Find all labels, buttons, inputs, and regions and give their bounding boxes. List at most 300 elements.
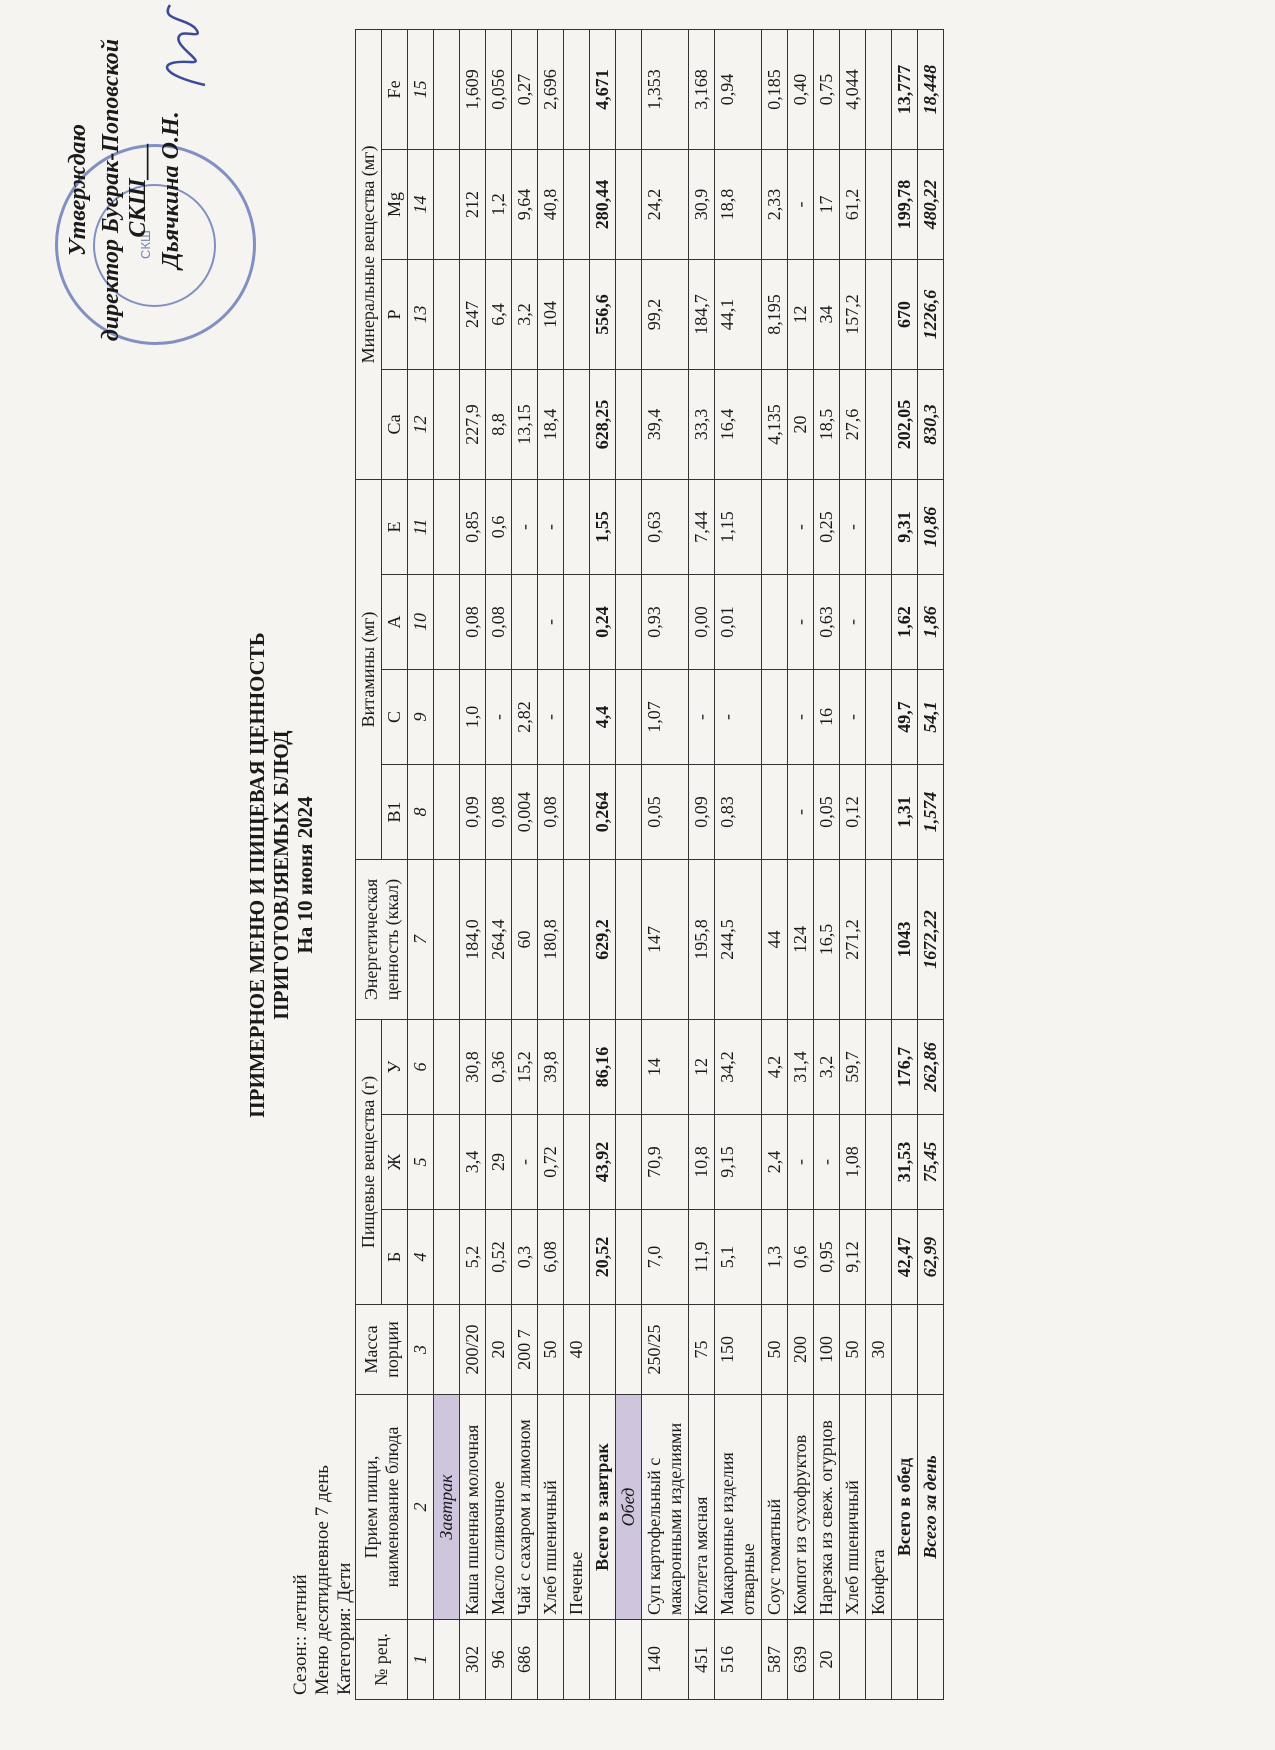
table-cell: - [715,669,762,764]
header-sub: Mg [382,149,408,259]
table-cell: - [788,1115,814,1210]
table-cell: 124 [788,859,814,1019]
table-cell: 4,4 [590,669,616,764]
table-cell: 16 [814,669,840,764]
title-date: На 10 июня 2024 [293,796,317,954]
table-cell [616,859,642,1019]
table-cell: 244,5 [715,859,762,1019]
table-cell: 4,135 [762,369,788,479]
table-cell: 1,07 [642,669,689,764]
table-cell: 1,08 [840,1115,866,1210]
table-cell: 4,2 [762,1019,788,1114]
table-cell: 20 [788,369,814,479]
table-cell [866,1019,892,1114]
table-cell [616,369,642,479]
table-cell: 42,47 [892,1210,918,1305]
table-cell: 34 [814,259,840,369]
table-cell: 61,2 [840,149,866,259]
table-cell: 33,3 [689,369,715,479]
table-cell [434,1115,460,1210]
table-cell: 0,93 [642,574,689,669]
table-row [486,29,512,1699]
header-sub: Ca [382,369,408,479]
table-cell: 199,78 [892,149,918,259]
table-cell: 11 [408,479,434,574]
table-cell: 670 [892,259,918,369]
table-cell: 1672,22 [918,859,944,1019]
table-cell: 147 [642,859,689,1019]
section-name: Обед [616,1395,642,1620]
approval-name: Дьячкина О.Н. [158,111,184,269]
table-cell [616,669,642,764]
table-cell: 59,7 [840,1019,866,1114]
table-cell: 49,7 [892,669,918,764]
table-cell: 271,2 [840,859,866,1019]
table-cell [564,669,590,764]
table-cell: 0,08 [538,764,564,859]
table-cell [616,1019,642,1114]
table-cell: - [840,479,866,574]
table-cell: 150 [715,1305,762,1395]
category-label: Категория: Дети [334,1562,355,1695]
table-cell: 15 [408,29,434,149]
table-cell: 86,16 [590,1019,616,1114]
table-cell: 250/25 [642,1305,689,1395]
table-cell: 10,86 [918,479,944,574]
table-cell: 9,15 [715,1115,762,1210]
table-cell [434,859,460,1019]
dish-name-cell: Печенье [564,1395,590,1620]
table-cell [866,764,892,859]
table-cell: - [512,1115,538,1210]
table-cell: 1,0 [460,669,486,764]
table-cell [434,479,460,574]
table-cell: 9 [408,669,434,764]
section-total-row [590,29,616,1699]
table-cell: 11,9 [689,1210,715,1305]
dish-name-cell: Чай с сахаром и лимоном [512,1395,538,1620]
header-sub: A [382,574,408,669]
table-cell: 3,2 [512,259,538,369]
dish-name-cell: Соус томатный [762,1395,788,1620]
table-cell: 5,1 [715,1210,762,1305]
table-cell: 0,08 [460,574,486,669]
table-cell: 0,72 [538,1115,564,1210]
table-row [689,29,715,1699]
column-number-row [408,29,434,1699]
table-cell [918,1305,944,1395]
table-cell: 0,01 [715,574,762,669]
dish-name-cell: Хлеб пшеничный [538,1395,564,1620]
table-cell: 20 [814,1620,840,1700]
table-cell: 10 [408,574,434,669]
table-cell: 0,85 [460,479,486,574]
table-cell [918,1620,944,1700]
table-cell: 516 [715,1620,762,1700]
table-cell: 13,15 [512,369,538,479]
table-cell [866,259,892,369]
table-cell: 0,05 [814,764,840,859]
menu-label: Меню десятидневное 7 день [312,1465,333,1695]
table-cell: 202,05 [892,369,918,479]
table-cell: 6,08 [538,1210,564,1305]
dish-name-cell: Каша пшенная молочная [460,1395,486,1620]
table-cell [866,479,892,574]
table-cell: 3 [408,1305,434,1395]
table-cell: 24,2 [642,149,689,259]
table-cell: 0,95 [814,1210,840,1305]
table-cell [434,259,460,369]
dish-name-cell: Масло сливочное [486,1395,512,1620]
table-cell: 451 [689,1620,715,1700]
table-cell [616,1210,642,1305]
table-cell: 31,53 [892,1115,918,1210]
section-total-row [892,29,918,1699]
table-cell: 628,25 [590,369,616,479]
table-cell: 18,8 [715,149,762,259]
table-cell: 2,82 [512,669,538,764]
table-cell: 3,168 [689,29,715,149]
table-cell: 75,45 [918,1115,944,1210]
table-cell [616,259,642,369]
table-cell [564,1019,590,1114]
header-sub: Fe [382,29,408,149]
header-energy: Энергетическая ценность (ккал) [356,859,408,1019]
table-cell: 62,99 [918,1210,944,1305]
table-cell [434,764,460,859]
table-cell: 54,1 [918,669,944,764]
table-cell: 4 [408,1210,434,1305]
table-cell: 18,448 [918,29,944,149]
table-cell [512,574,538,669]
table-cell: 31,4 [788,1019,814,1114]
table-cell: 96 [486,1620,512,1700]
menu-meta [290,1465,356,1695]
table-cell: 1,15 [715,479,762,574]
table-cell: 0,83 [715,764,762,859]
table-cell: 184,0 [460,859,486,1019]
table-cell: 176,7 [892,1019,918,1114]
dish-name-cell: Котлета мясная [689,1395,715,1620]
table-cell: 302 [460,1620,486,1700]
table-cell: 830,3 [918,369,944,479]
table-cell: 0,6 [486,479,512,574]
table-row [715,29,762,1699]
section-header-row [434,29,460,1699]
table-cell: 195,8 [689,859,715,1019]
table-cell [866,669,892,764]
table-cell: 60 [512,859,538,1019]
header-sub: P [382,259,408,369]
dish-name-cell: Конфета [866,1395,892,1620]
header-row-1 [356,29,382,1699]
header-sub: C [382,669,408,764]
table-cell: - [840,669,866,764]
table-cell: - [486,669,512,764]
table-cell: 480,22 [918,149,944,259]
table-cell: 1226,6 [918,259,944,369]
table-cell: 0,09 [689,764,715,859]
table-cell [564,1210,590,1305]
table-cell: 39,4 [642,369,689,479]
table-cell: 50 [762,1305,788,1395]
table-cell: 629,2 [590,859,616,1019]
table-cell [762,479,788,574]
table-row [762,29,788,1699]
table-cell: 34,2 [715,1019,762,1114]
handwritten-signature [150,0,220,90]
table-cell [616,149,642,259]
table-row [642,29,689,1699]
table-cell [866,859,892,1019]
header-mass: Масса порции [356,1305,408,1395]
table-cell: 70,9 [642,1115,689,1210]
table-cell: 0,264 [590,764,616,859]
table-cell [616,574,642,669]
table-cell: 43,92 [590,1115,616,1210]
table-cell: 0,004 [512,764,538,859]
table-cell: 30,9 [689,149,715,259]
table-cell [564,369,590,479]
table-cell: 5,2 [460,1210,486,1305]
table-cell: 639 [788,1620,814,1700]
table-cell: 2,33 [762,149,788,259]
table-cell: 587 [762,1620,788,1700]
table-cell: 16,5 [814,859,840,1019]
table-row [460,29,486,1699]
table-cell: 200 7 [512,1305,538,1395]
table-cell: 2,696 [538,29,564,149]
table-cell: 17 [814,149,840,259]
table-cell: 8,195 [762,259,788,369]
table-cell: 18,5 [814,369,840,479]
table-cell: 40 [564,1305,590,1395]
table-cell [564,259,590,369]
table-cell [564,29,590,149]
table-cell: 200 [788,1305,814,1395]
table-cell: 0,08 [486,574,512,669]
table-cell: - [538,479,564,574]
table-cell: 2,4 [762,1115,788,1210]
table-cell: 20,52 [590,1210,616,1305]
table-row [512,29,538,1699]
table-cell: 30 [866,1305,892,1395]
table-cell: 0,08 [486,764,512,859]
table-cell: 6,4 [486,259,512,369]
table-cell: 556,6 [590,259,616,369]
table-cell [616,29,642,149]
table-cell: 0,63 [814,574,840,669]
table-cell [434,574,460,669]
table-cell: 157,2 [840,259,866,369]
table-cell [866,574,892,669]
table-cell: - [814,1115,840,1210]
dish-name-cell: Хлеб пшеничный [840,1395,866,1620]
table-cell: - [689,669,715,764]
table-cell: 0,36 [486,1019,512,1114]
table-cell [762,574,788,669]
day-total-row [918,29,944,1699]
table-cell [564,859,590,1019]
approval-director: директор Буерак-Поповской СКШ___ [98,38,151,342]
table-cell [616,1305,642,1395]
header-rec: № рец. [356,1620,408,1700]
table-cell: 4,044 [840,29,866,149]
table-cell: 13,777 [892,29,918,149]
table-cell [564,479,590,574]
table-cell: 104 [538,259,564,369]
dish-name-cell: 2 [408,1395,434,1620]
table-cell [762,669,788,764]
table-cell: 280,44 [590,149,616,259]
stamp-text: СКШ [138,230,153,259]
table-cell [434,369,460,479]
table-cell: 3,2 [814,1019,840,1114]
table-row [840,29,866,1699]
table-cell: 262,86 [918,1019,944,1114]
table-cell [866,29,892,149]
table-cell: 1,609 [460,29,486,149]
table-cell: 0,24 [590,574,616,669]
header-sub: У [382,1019,408,1114]
table-cell [590,1305,616,1395]
table-cell: 180,8 [538,859,564,1019]
table-cell: - [840,574,866,669]
table-cell: 0,63 [642,479,689,574]
table-cell [538,1620,564,1700]
table-cell: 0,00 [689,574,715,669]
table-cell: 50 [840,1305,866,1395]
table-cell: 8,8 [486,369,512,479]
dish-name-cell: Всего за день [918,1395,944,1620]
table-cell [866,1620,892,1700]
table-row [866,29,892,1699]
table-cell [866,1210,892,1305]
table-cell: 184,7 [689,259,715,369]
table-cell [434,1620,460,1700]
table-cell: 8 [408,764,434,859]
table-cell: - [538,574,564,669]
table-cell [564,149,590,259]
table-cell [762,764,788,859]
table-cell: - [788,574,814,669]
table-cell: 16,4 [715,369,762,479]
table-cell: 1 [408,1620,434,1700]
table-cell [616,1115,642,1210]
table-cell: - [788,149,814,259]
table-cell [434,29,460,149]
table-cell [564,574,590,669]
table-cell [866,149,892,259]
table-cell: 686 [512,1620,538,1700]
header-nutrients: Пищевые вещества (г) [356,1019,382,1304]
table-cell: 1,2 [486,149,512,259]
table-cell: 7 [408,859,434,1019]
table-cell: 9,64 [512,149,538,259]
header-meal: Прием пищи, наименование блюда [356,1395,408,1620]
table-cell: - [788,764,814,859]
table-cell [564,764,590,859]
table-cell: 4,671 [590,29,616,149]
table-cell: 0,40 [788,29,814,149]
table-cell: 10,8 [689,1115,715,1210]
table-cell: 200/20 [460,1305,486,1395]
table-cell [616,479,642,574]
table-cell: 1,353 [642,29,689,149]
table-cell [840,1620,866,1700]
table-cell: 3,4 [460,1115,486,1210]
table-cell: 0,185 [762,29,788,149]
table-cell: - [788,669,814,764]
table-cell: 0,94 [715,29,762,149]
table-cell: 0,6 [788,1210,814,1305]
table-cell [866,369,892,479]
approval-word: Утверждаю [65,123,91,257]
table-cell: 12 [788,259,814,369]
header-sub: Б [382,1210,408,1305]
header-minerals: Минеральные вещества (мг) [356,29,382,479]
header-sub: E [382,479,408,574]
table-cell [866,1115,892,1210]
table-cell: 30,8 [460,1019,486,1114]
header-vitamins: Витамины (мг) [356,479,382,859]
table-cell [564,1620,590,1700]
table-cell: 0,3 [512,1210,538,1305]
table-cell: 247 [460,259,486,369]
table-cell: 1,55 [590,479,616,574]
table-cell: 7,44 [689,479,715,574]
table-cell [434,1305,460,1395]
table-cell: 0,12 [840,764,866,859]
table-cell [892,1620,918,1700]
table-cell: 40,8 [538,149,564,259]
table-cell: 39,8 [538,1019,564,1114]
table-cell [434,1019,460,1114]
table-cell [616,764,642,859]
dish-name-cell: Макаронные изделия отварные [715,1395,762,1620]
table-cell: 27,6 [840,369,866,479]
table-cell: 0,09 [460,764,486,859]
table-cell: 1,86 [918,574,944,669]
table-cell: 13 [408,259,434,369]
table-cell [564,1115,590,1210]
table-cell: 212 [460,149,486,259]
table-cell: 50 [538,1305,564,1395]
dish-name-cell: Всего в завтрак [590,1395,616,1620]
menu-table-body [408,29,944,1699]
table-cell: 1,31 [892,764,918,859]
table-cell: 18,4 [538,369,564,479]
header-sub: B1 [382,764,408,859]
table-cell: 44,1 [715,259,762,369]
table-cell: 15,2 [512,1019,538,1114]
table-cell: 0,27 [512,29,538,149]
table-cell: 1,574 [918,764,944,859]
table-cell [616,1620,642,1700]
table-row [788,29,814,1699]
table-cell: - [512,479,538,574]
table-cell: 0,056 [486,29,512,149]
table-cell: 12 [689,1019,715,1114]
section-header-row [616,29,642,1699]
table-row [564,29,590,1699]
table-cell: - [538,669,564,764]
table-row [814,29,840,1699]
table-cell: 0,05 [642,764,689,859]
table-cell: 29 [486,1115,512,1210]
table-cell: 100 [814,1305,840,1395]
table-cell: 9,31 [892,479,918,574]
